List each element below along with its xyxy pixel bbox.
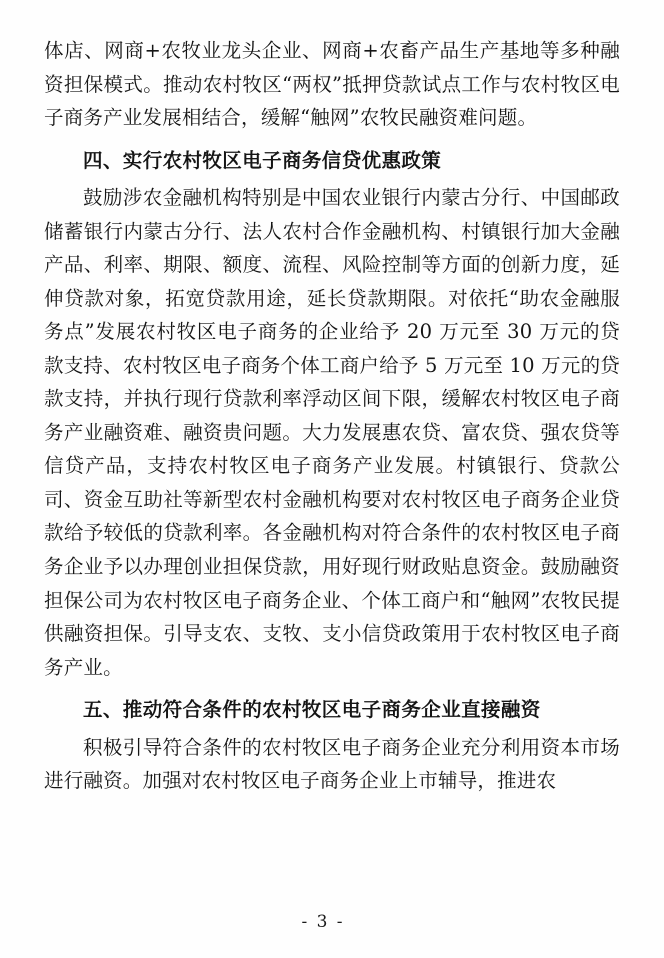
page-number-value: - 3 - [301,912,345,932]
paragraph-section-four-body: 鼓励涉农金融机构特别是中国农业银行内蒙古分行、中国邮政储蓄银行内蒙古分行、法人农村合作金融机构、村镇银行加大金融产品、利率、期限、额度、流程、风险控制等方面的创新力度，延伸贷款对象，拓宽贷款用途，延长贷款期限。对依托“助农金融服务点”发展农村牧区电子商务的企业给予 20 万元至 30 万元的贷款支持、农村牧区电子商务个体工商户给予 5 万元至 10 万元的贷款支持，并执行现行贷款利率浮动区间下限，缓解农村牧区电子商务产业融资难、融资贵问题。大力发展惠农贷、富农贷、强农贷等信贷产品，支持农村牧区电子商务产业发展。村镇银行、贷款公司、资金互助社等新型农村金融机构要对农村牧区电子商务企业贷款给予较低的贷款利率。各金融机构对符合条件的农村牧区电子商务企业予以办理创业担保贷款，用好现行财政贴息资金。鼓励融资担保公司为农村牧区电子商务企业、个体工商户和“触网”农牧民提供融资担保。引导支农、支牧、支小信贷政策用于农村牧区电子商务产业。 [44,186,620,679]
page-number [0,912,664,932]
section-heading-five: 五、推动符合条件的农村牧区电子商务企业直接融资 [83,698,541,722]
document-body [44,34,620,798]
paragraph-continued-top: 体店、网商+农牧业龙头企业、网商+农畜产品生产基地等多种融资担保模式。推动农村牧区“两权”抵押贷款试点工作与农村牧区电子商务产业发展相结合，缓解“触网”农牧民融资难问题。 [44,39,620,130]
paragraph-section-five-body: 积极引导符合条件的农村牧区电子商务企业充分利用资本市场进行融资。加强对农村牧区电子商务企业上市辅导，推进农 [44,735,620,793]
section-heading-four: 四、实行农村牧区电子商务信贷优惠政策 [83,148,442,172]
